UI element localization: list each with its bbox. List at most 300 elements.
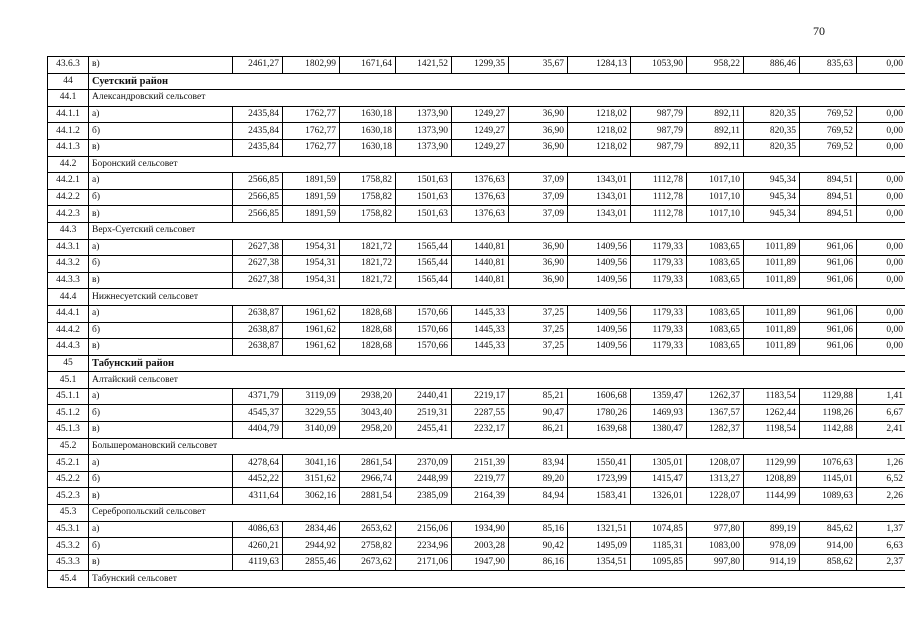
value-cell: 1583,41 <box>568 488 631 505</box>
value-cell: 892,11 <box>687 106 744 123</box>
value-cell: 1282,37 <box>687 422 744 439</box>
value-cell: 1445,33 <box>452 305 509 322</box>
value-cell: 845,62 <box>800 521 857 538</box>
value-cell: 89,20 <box>509 471 568 488</box>
value-cell: 1017,10 <box>687 206 744 223</box>
value-cell: 1570,66 <box>396 322 452 339</box>
value-cell: 1961,62 <box>283 322 340 339</box>
value-cell: 1142,88 <box>800 422 857 439</box>
value-cell: 1821,72 <box>340 239 396 256</box>
value-cell: 1198,26 <box>800 405 857 422</box>
value-cell: 894,51 <box>800 206 857 223</box>
value-cell: 1299,35 <box>452 57 509 74</box>
value-cell: 1095,85 <box>631 554 687 571</box>
table-row <box>48 322 905 339</box>
value-cell: 1440,81 <box>452 239 509 256</box>
value-cell: 3041,16 <box>283 455 340 472</box>
value-cell: 1017,10 <box>687 173 744 190</box>
value-cell: 961,06 <box>800 339 857 356</box>
value-cell: 0,00 <box>857 139 905 156</box>
table-row <box>48 538 905 555</box>
value-cell: 1762,77 <box>283 139 340 156</box>
value-cell: 1440,81 <box>452 256 509 273</box>
value-cell: 2,26 <box>857 488 905 505</box>
value-cell: 2156,06 <box>396 521 452 538</box>
value-cell: 2151,39 <box>452 455 509 472</box>
value-cell: 2461,27 <box>233 57 283 74</box>
value-cell: 1565,44 <box>396 272 452 289</box>
row-label: б) <box>89 123 233 140</box>
value-cell: 2440,41 <box>396 388 452 405</box>
value-cell: 1570,66 <box>396 339 452 356</box>
value-cell: 1185,31 <box>631 538 687 555</box>
value-cell: 1376,63 <box>452 189 509 206</box>
row-code: 45.4 <box>48 571 89 588</box>
value-cell: 4119,63 <box>233 554 283 571</box>
value-cell: 1179,33 <box>631 272 687 289</box>
value-cell: 958,22 <box>687 57 744 74</box>
value-cell: 2455,41 <box>396 422 452 439</box>
value-cell: 961,06 <box>800 305 857 322</box>
value-cell: 1373,90 <box>396 139 452 156</box>
value-cell: 3119,09 <box>283 388 340 405</box>
table-row <box>48 405 905 422</box>
value-cell: 769,52 <box>800 123 857 140</box>
value-cell: 1179,33 <box>631 339 687 356</box>
value-cell: 37,09 <box>509 173 568 190</box>
value-cell: 1144,99 <box>744 488 800 505</box>
value-cell: 820,35 <box>744 106 800 123</box>
value-cell: 858,62 <box>800 554 857 571</box>
value-cell: 1828,68 <box>340 339 396 356</box>
value-cell: 1501,63 <box>396 206 452 223</box>
table-row <box>48 139 905 156</box>
value-cell: 892,11 <box>687 139 744 156</box>
value-cell: 37,09 <box>509 189 568 206</box>
value-cell: 2435,84 <box>233 123 283 140</box>
value-cell: 2566,85 <box>233 189 283 206</box>
value-cell: 1954,31 <box>283 272 340 289</box>
value-cell: 769,52 <box>800 106 857 123</box>
value-cell: 1373,90 <box>396 123 452 140</box>
value-cell: 1011,89 <box>744 239 800 256</box>
value-cell: 1671,64 <box>340 57 396 74</box>
value-cell: 1550,41 <box>568 455 631 472</box>
value-cell: 36,90 <box>509 139 568 156</box>
value-cell: 1053,90 <box>631 57 687 74</box>
value-cell: 1354,51 <box>568 554 631 571</box>
value-cell: 2,41 <box>857 422 905 439</box>
value-cell: 37,09 <box>509 206 568 223</box>
row-code: 43.6.3 <box>48 57 89 74</box>
value-cell: 1501,63 <box>396 173 452 190</box>
row-label: а) <box>89 388 233 405</box>
value-cell: 90,47 <box>509 405 568 422</box>
value-cell: 1112,78 <box>631 189 687 206</box>
value-cell: 1011,89 <box>744 305 800 322</box>
value-cell: 1501,63 <box>396 189 452 206</box>
table-row <box>48 521 905 538</box>
row-label: а) <box>89 455 233 472</box>
district-row <box>48 355 905 372</box>
value-cell: 1112,78 <box>631 173 687 190</box>
value-cell: 0,00 <box>857 256 905 273</box>
table-row <box>48 57 905 74</box>
value-cell: 1,26 <box>857 455 905 472</box>
value-cell: 1343,01 <box>568 189 631 206</box>
value-cell: 2448,99 <box>396 471 452 488</box>
value-cell: 1083,65 <box>687 322 744 339</box>
section-name: Табунский сельсовет <box>89 571 905 588</box>
value-cell: 2164,39 <box>452 488 509 505</box>
value-cell: 1639,68 <box>568 422 631 439</box>
table-row <box>48 189 905 206</box>
value-cell: 2003,28 <box>452 538 509 555</box>
value-cell: 961,06 <box>800 322 857 339</box>
value-cell: 1083,65 <box>687 239 744 256</box>
row-label: в) <box>89 57 233 74</box>
value-cell: 4260,21 <box>233 538 283 555</box>
value-cell: 1367,57 <box>687 405 744 422</box>
value-cell: 2232,17 <box>452 422 509 439</box>
value-cell: 1606,68 <box>568 388 631 405</box>
value-cell: 1011,89 <box>744 256 800 273</box>
value-cell: 1198,54 <box>744 422 800 439</box>
row-code: 45.3 <box>48 505 89 522</box>
section-row <box>48 90 905 107</box>
value-cell: 37,25 <box>509 339 568 356</box>
value-cell: 2938,20 <box>340 388 396 405</box>
value-cell: 1249,27 <box>452 106 509 123</box>
value-cell: 2627,38 <box>233 256 283 273</box>
value-cell: 83,94 <box>509 455 568 472</box>
row-code: 45.2 <box>48 438 89 455</box>
value-cell: 1380,47 <box>631 422 687 439</box>
value-cell: 1083,65 <box>687 256 744 273</box>
value-cell: 2966,74 <box>340 471 396 488</box>
table-row <box>48 422 905 439</box>
value-cell: 1961,62 <box>283 339 340 356</box>
table-row <box>48 206 905 223</box>
row-label: б) <box>89 471 233 488</box>
row-code: 44.1.2 <box>48 123 89 140</box>
value-cell: 1218,02 <box>568 139 631 156</box>
section-name: Большеромановский сельсовет <box>89 438 905 455</box>
page-number: 70 <box>813 24 825 38</box>
table-body <box>48 57 905 588</box>
value-cell: 987,79 <box>631 106 687 123</box>
value-cell: 914,19 <box>744 554 800 571</box>
table-row <box>48 239 905 256</box>
value-cell: 1083,65 <box>687 272 744 289</box>
value-cell: 820,35 <box>744 139 800 156</box>
value-cell: 1565,44 <box>396 256 452 273</box>
section-name: Алтайский сельсовет <box>89 372 905 389</box>
value-cell: 1011,89 <box>744 339 800 356</box>
section-name: Боронский сельсовет <box>89 156 905 173</box>
value-cell: 85,21 <box>509 388 568 405</box>
value-cell: 90,42 <box>509 538 568 555</box>
value-cell: 2519,31 <box>396 405 452 422</box>
section-row <box>48 222 905 239</box>
value-cell: 2219,17 <box>452 388 509 405</box>
row-code: 45 <box>48 355 89 372</box>
section-row <box>48 156 905 173</box>
row-label: б) <box>89 189 233 206</box>
row-label: в) <box>89 488 233 505</box>
table-row <box>48 173 905 190</box>
value-cell: 1083,65 <box>687 305 744 322</box>
value-cell: 86,21 <box>509 422 568 439</box>
section-row <box>48 505 905 522</box>
value-cell: 1262,44 <box>744 405 800 422</box>
value-cell: 1179,33 <box>631 322 687 339</box>
value-cell: 945,34 <box>744 189 800 206</box>
value-cell: 2881,54 <box>340 488 396 505</box>
value-cell: 1828,68 <box>340 305 396 322</box>
value-cell: 914,00 <box>800 538 857 555</box>
value-cell: 1129,88 <box>800 388 857 405</box>
value-cell: 1284,13 <box>568 57 631 74</box>
value-cell: 1208,07 <box>687 455 744 472</box>
value-cell: 835,63 <box>800 57 857 74</box>
value-cell: 2758,82 <box>340 538 396 555</box>
row-code: 44.2.2 <box>48 189 89 206</box>
value-cell: 1343,01 <box>568 173 631 190</box>
value-cell: 894,51 <box>800 173 857 190</box>
value-cell: 0,00 <box>857 305 905 322</box>
value-cell: 1565,44 <box>396 239 452 256</box>
value-cell: 85,16 <box>509 521 568 538</box>
value-cell: 1630,18 <box>340 106 396 123</box>
value-cell: 1445,33 <box>452 322 509 339</box>
value-cell: 1249,27 <box>452 123 509 140</box>
section-name: Нижнесуетский сельсовет <box>89 289 905 306</box>
row-label: б) <box>89 538 233 555</box>
value-cell: 2435,84 <box>233 139 283 156</box>
value-cell: 0,00 <box>857 57 905 74</box>
value-cell: 1421,52 <box>396 57 452 74</box>
section-row <box>48 571 905 588</box>
value-cell: 1469,93 <box>631 405 687 422</box>
value-cell: 2638,87 <box>233 322 283 339</box>
value-cell: 1495,09 <box>568 538 631 555</box>
value-cell: 1802,99 <box>283 57 340 74</box>
value-cell: 0,00 <box>857 173 905 190</box>
value-cell: 2385,09 <box>396 488 452 505</box>
value-cell: 1326,01 <box>631 488 687 505</box>
value-cell: 0,00 <box>857 272 905 289</box>
row-code: 45.2.3 <box>48 488 89 505</box>
value-cell: 1821,72 <box>340 256 396 273</box>
value-cell: 2,37 <box>857 554 905 571</box>
value-cell: 1373,90 <box>396 106 452 123</box>
value-cell: 2435,84 <box>233 106 283 123</box>
row-code: 44.4.3 <box>48 339 89 356</box>
row-code: 44 <box>48 73 89 90</box>
row-code: 44.3.3 <box>48 272 89 289</box>
value-cell: 1076,63 <box>800 455 857 472</box>
value-cell: 2944,92 <box>283 538 340 555</box>
section-name: Верх-Суетский сельсовет <box>89 222 905 239</box>
value-cell: 1891,59 <box>283 206 340 223</box>
value-cell: 1228,07 <box>687 488 744 505</box>
table-row <box>48 554 905 571</box>
table-row <box>48 471 905 488</box>
value-cell: 2370,09 <box>396 455 452 472</box>
row-code: 44.1.3 <box>48 139 89 156</box>
section-row <box>48 372 905 389</box>
table-row <box>48 488 905 505</box>
value-cell: 4404,79 <box>233 422 283 439</box>
row-code: 44.3 <box>48 222 89 239</box>
row-label: а) <box>89 239 233 256</box>
value-cell: 1762,77 <box>283 106 340 123</box>
value-cell: 899,19 <box>744 521 800 538</box>
value-cell: 2834,46 <box>283 521 340 538</box>
value-cell: 1343,01 <box>568 206 631 223</box>
value-cell: 1089,63 <box>800 488 857 505</box>
value-cell: 0,00 <box>857 322 905 339</box>
value-cell: 1821,72 <box>340 272 396 289</box>
value-cell: 36,90 <box>509 106 568 123</box>
value-cell: 1954,31 <box>283 256 340 273</box>
value-cell: 3043,40 <box>340 405 396 422</box>
value-cell: 36,90 <box>509 256 568 273</box>
value-cell: 84,94 <box>509 488 568 505</box>
value-cell: 945,34 <box>744 173 800 190</box>
row-code: 44.3.2 <box>48 256 89 273</box>
value-cell: 769,52 <box>800 139 857 156</box>
value-cell: 1376,63 <box>452 173 509 190</box>
value-cell: 2638,87 <box>233 339 283 356</box>
value-cell: 1954,31 <box>283 239 340 256</box>
value-cell: 1934,90 <box>452 521 509 538</box>
value-cell: 1409,56 <box>568 322 631 339</box>
value-cell: 1409,56 <box>568 256 631 273</box>
value-cell: 37,25 <box>509 322 568 339</box>
value-cell: 1409,56 <box>568 339 631 356</box>
section-row <box>48 289 905 306</box>
value-cell: 2627,38 <box>233 272 283 289</box>
value-cell: 961,06 <box>800 239 857 256</box>
value-cell: 1630,18 <box>340 139 396 156</box>
value-cell: 2861,54 <box>340 455 396 472</box>
row-code: 44.4.1 <box>48 305 89 322</box>
table-row <box>48 106 905 123</box>
value-cell: 2566,85 <box>233 206 283 223</box>
row-label: б) <box>89 256 233 273</box>
row-label: а) <box>89 305 233 322</box>
value-cell: 1017,10 <box>687 189 744 206</box>
value-cell: 1262,37 <box>687 388 744 405</box>
value-cell: 1445,33 <box>452 339 509 356</box>
value-cell: 2673,62 <box>340 554 396 571</box>
value-cell: 2638,87 <box>233 305 283 322</box>
value-cell: 0,00 <box>857 189 905 206</box>
table-row <box>48 272 905 289</box>
district-name: Табунский район <box>89 355 905 372</box>
value-cell: 1179,33 <box>631 239 687 256</box>
district-name: Суетский район <box>89 73 905 90</box>
value-cell: 1415,47 <box>631 471 687 488</box>
value-cell: 1758,82 <box>340 206 396 223</box>
value-cell: 2219,77 <box>452 471 509 488</box>
value-cell: 1440,81 <box>452 272 509 289</box>
value-cell: 1780,26 <box>568 405 631 422</box>
value-cell: 1630,18 <box>340 123 396 140</box>
value-cell: 4311,64 <box>233 488 283 505</box>
row-code: 45.1.3 <box>48 422 89 439</box>
value-cell: 1758,82 <box>340 189 396 206</box>
value-cell: 1074,85 <box>631 521 687 538</box>
value-cell: 35,67 <box>509 57 568 74</box>
value-cell: 4452,22 <box>233 471 283 488</box>
table-row <box>48 455 905 472</box>
row-label: в) <box>89 139 233 156</box>
value-cell: 1011,89 <box>744 322 800 339</box>
value-cell: 4086,63 <box>233 521 283 538</box>
value-cell: 2287,55 <box>452 405 509 422</box>
value-cell: 1359,47 <box>631 388 687 405</box>
value-cell: 1218,02 <box>568 106 631 123</box>
value-cell: 0,00 <box>857 239 905 256</box>
value-cell: 977,80 <box>687 521 744 538</box>
row-label: а) <box>89 521 233 538</box>
value-cell: 1011,89 <box>744 272 800 289</box>
value-cell: 0,00 <box>857 106 905 123</box>
value-cell: 2627,38 <box>233 239 283 256</box>
value-cell: 886,46 <box>744 57 800 74</box>
row-code: 45.3.3 <box>48 554 89 571</box>
row-code: 44.4.2 <box>48 322 89 339</box>
district-row <box>48 73 905 90</box>
value-cell: 36,90 <box>509 272 568 289</box>
value-cell: 1409,56 <box>568 239 631 256</box>
row-code: 44.2.3 <box>48 206 89 223</box>
section-row <box>48 438 905 455</box>
table-row <box>48 388 905 405</box>
section-name: Серебропольский сельсовет <box>89 505 905 522</box>
value-cell: 987,79 <box>631 139 687 156</box>
value-cell: 37,25 <box>509 305 568 322</box>
value-cell: 2171,06 <box>396 554 452 571</box>
value-cell: 3140,09 <box>283 422 340 439</box>
row-code: 45.1 <box>48 372 89 389</box>
value-cell: 1313,27 <box>687 471 744 488</box>
value-cell: 3062,16 <box>283 488 340 505</box>
row-code: 45.2.1 <box>48 455 89 472</box>
value-cell: 987,79 <box>631 123 687 140</box>
value-cell: 894,51 <box>800 189 857 206</box>
row-code: 44.2 <box>48 156 89 173</box>
value-cell: 36,90 <box>509 239 568 256</box>
value-cell: 1145,01 <box>800 471 857 488</box>
row-label: а) <box>89 106 233 123</box>
row-code: 44.1 <box>48 90 89 107</box>
value-cell: 2566,85 <box>233 173 283 190</box>
value-cell: 6,67 <box>857 405 905 422</box>
value-cell: 2855,46 <box>283 554 340 571</box>
row-code: 44.4 <box>48 289 89 306</box>
value-cell: 961,06 <box>800 272 857 289</box>
value-cell: 2653,62 <box>340 521 396 538</box>
value-cell: 1179,33 <box>631 305 687 322</box>
value-cell: 3151,62 <box>283 471 340 488</box>
value-cell: 1112,78 <box>631 206 687 223</box>
value-cell: 0,00 <box>857 339 905 356</box>
value-cell: 1947,90 <box>452 554 509 571</box>
